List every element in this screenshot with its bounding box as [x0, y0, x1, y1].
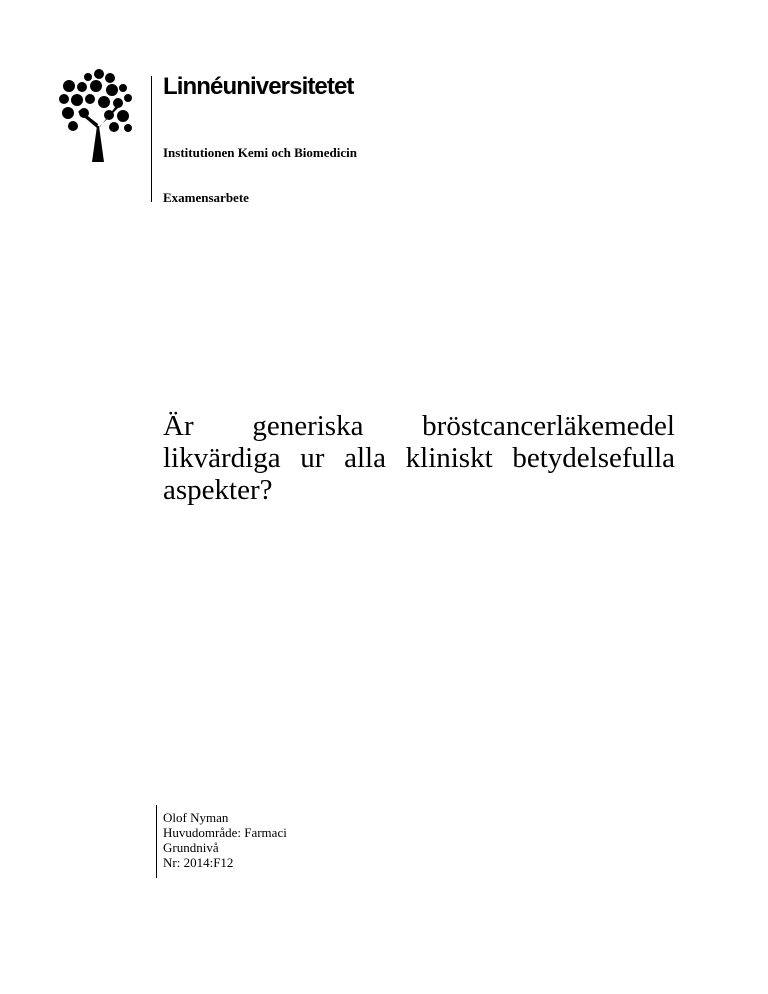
- footer-divider: [156, 805, 157, 878]
- institution-name: Institutionen Kemi och Biomedicin: [163, 145, 357, 160]
- subject-area: Huvudområde: Farmaci: [163, 825, 287, 840]
- report-number: Nr: 2014:F12: [163, 855, 234, 870]
- document-type: Examensarbete: [163, 190, 249, 205]
- footer-info: [163, 810, 287, 870]
- study-level: Grundnivå: [163, 840, 219, 855]
- university-tree-logo: [58, 66, 140, 162]
- thesis-title: Är generiska bröstcancerläkemedel likvärdiga ur alla kliniskt betydelsefulla aspekter?: [163, 410, 675, 506]
- header-divider: [151, 76, 152, 202]
- university-name: Linnéuniversitetet: [163, 73, 354, 100]
- author-name: Olof Nyman: [163, 810, 229, 825]
